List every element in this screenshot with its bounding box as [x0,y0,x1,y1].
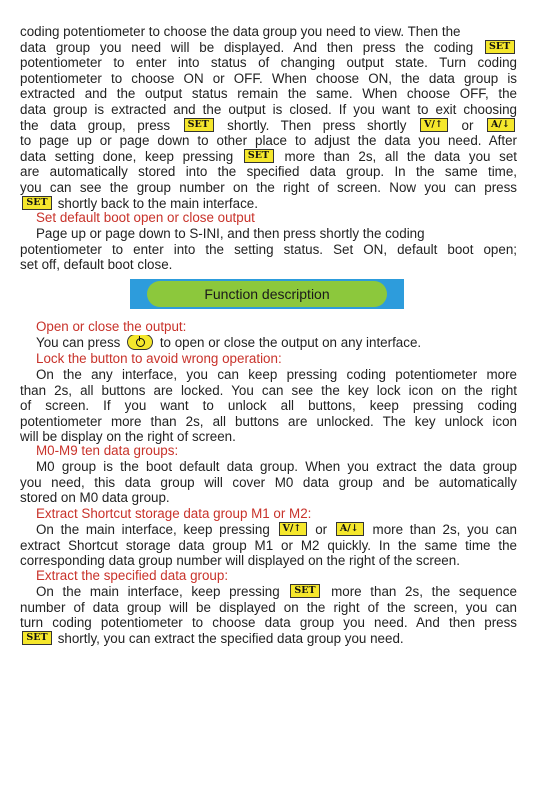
set-key-icon: SET [22,196,52,210]
line-text: more than 2s, you can [365,522,517,537]
line-text: are automatically stored into the specified data group. In the same time, [20,164,517,180]
text-line [20,490,517,506]
line-text: data group you need will be displayed. And then press the coding [20,39,483,55]
text-line [20,164,517,180]
set-key-icon: SET [290,584,320,598]
voltage-up-key-icon: V/↑ [420,118,448,132]
line-text: coding potentiometer to choose the data group you need to view. Then the [20,24,461,39]
set-key-icon: SET [244,149,274,163]
line-text: number of data group will be displayed on the right of the screen, you can [20,599,517,615]
text-line [20,102,517,118]
line-text: the data group, press [20,117,182,133]
line-text: you can see the group number on the right of screen. Now you can press [20,180,517,195]
banner-title: Function description [147,281,387,307]
text-line [20,398,517,414]
set-key-icon: SET [485,40,515,54]
text-line [20,600,517,616]
line-text: On the main interface, keep pressing [36,584,289,599]
text-line [20,180,517,196]
line-text: stored on M0 data group. [20,490,170,506]
line-text: more than 2s, all the data you set [275,148,517,164]
line-text: potentiometer to enter into the setting status. Set ON, default boot open; [20,241,517,257]
line-text: shortly. Then press shortly [215,117,418,133]
text-line [20,24,517,40]
text-line [20,86,517,102]
text-line [20,459,517,475]
line-text: of screen. If you want to unlock all buttons, keep pressing coding [20,398,517,414]
line-text: corresponding data group number will displayed on the right of the screen. [20,553,460,569]
line-text: potentiometer more than 2s, all buttons are unlocked. The key unlock icon [20,413,517,429]
section-banner [130,279,404,309]
current-down-key-icon: A/↓ [487,118,515,132]
power-symbol [136,338,145,347]
line-text: data group is extracted and the output is closed. If you want to exit choosing [20,102,517,117]
set-key-icon: SET [184,118,214,132]
line-text: extract Shortcut storage data group M1 or M2 quickly. In the same time the [20,537,517,553]
text-line [20,414,517,430]
current-down-key-icon: A/↓ [336,522,364,536]
specified-heading: Extract the specified data group: [36,568,229,583]
text-line [20,538,517,554]
text-line [20,615,517,631]
line-text: turn coding potentiometer to choose data group you need. And then press [20,615,517,631]
output-heading: Open or close the output: [36,319,187,334]
text-line [20,383,517,399]
line-text: extracted and the output status remain the same. When choose OFF, the [20,86,517,102]
line-text: On the main interface, keep pressing [36,522,277,537]
text-line [20,475,517,491]
line-text: more than 2s, the sequence [322,584,517,599]
shortcut-heading: Extract Shortcut storage data group M1 or M2: [36,506,312,521]
line-text: shortly back to the main interface. [54,195,258,211]
voltage-up-key-icon: V/↑ [279,522,307,536]
lock-heading: Lock the button to avoid wrong operation: [36,351,282,366]
line-text: or [449,117,485,133]
text-line [20,522,517,538]
line-text: potentiometer to choose ON or OFF. When choose ON, the data group is [20,70,517,86]
text-line [20,149,517,165]
text-line [20,55,517,71]
line-text: Page up or page down to S-INI, and then press shortly the coding [36,226,425,241]
text-line [20,553,517,569]
line-text: set off, default boot close. [20,257,173,273]
power-icon [127,335,153,350]
set-key-icon: SET [22,631,52,645]
text-line [20,367,517,383]
line-text: will be display on the right of screen. [20,429,236,445]
text-line [20,71,517,87]
line-text: On the any interface, you can keep pressing coding potentiometer more [36,367,517,382]
line-text: than 2s, all buttons are locked. You can see the key lock icon on the right [20,382,517,398]
text-line [20,133,517,149]
line-text: potentiometer to enter into status of changing output state. Turn coding [20,55,517,71]
line-text: shortly, you can extract the specified data group you need. [54,630,404,646]
text-line [20,226,517,242]
boot-heading: Set default boot open or close output [36,210,255,225]
line-text: to open or close the output on any interface. [156,335,422,350]
text-line [20,257,517,273]
line-text: or [308,522,334,537]
text-line [20,631,517,647]
text-line [20,40,517,56]
text-line [20,242,517,258]
line-text: data setting done, keep pressing [20,148,242,164]
line-text: to page up or page down to other place to adjust the data you need. After [20,133,517,149]
text-line [20,584,517,600]
line-text: M0 group is the boot default data group. When you extract the data group [36,459,517,474]
line-text: You can press [36,335,125,350]
m0m9-heading: M0-M9 ten data groups: [36,443,179,458]
text-line [20,118,517,134]
line-text: you need, this data group will cover M0 data group and be automatically [20,474,517,490]
text-line [20,335,517,351]
